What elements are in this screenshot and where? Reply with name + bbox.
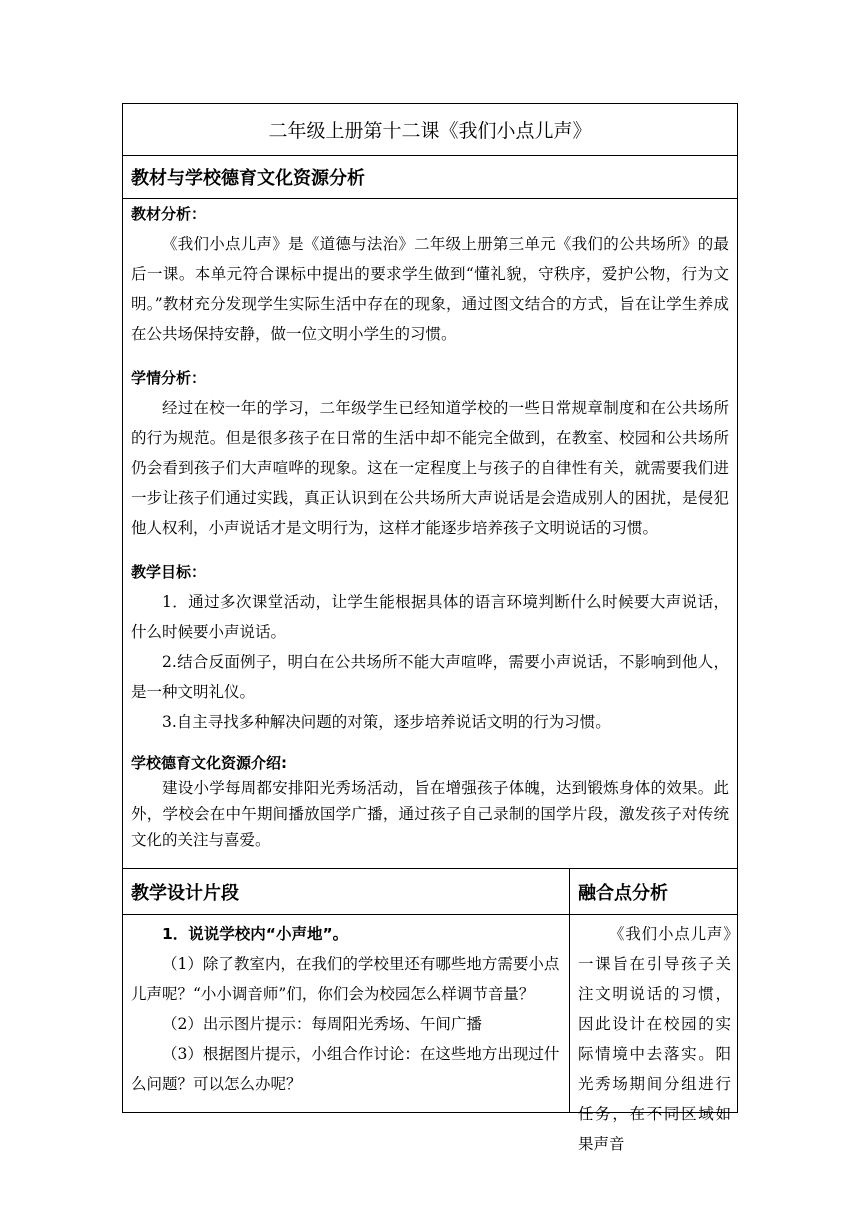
textbook-analysis-heading: 教材分析： <box>131 205 207 223</box>
design-content <box>122 914 570 1113</box>
teaching-goals-heading: 教学目标： <box>131 563 207 581</box>
lesson-title: 二年级上册第十二课《我们小点儿声》 <box>122 103 738 156</box>
analysis-column <box>569 868 738 1153</box>
analysis-body <box>122 198 738 869</box>
textbook-analysis-text: 《我们小点儿声》是《道德与法治》二年级上册第三单元《我们的公共场所》的最后一课。本单元符合课标中提出的要求学生做到“懂礼貌，守秩序，爱护公物，行为文明。”教材充分发现学生实际生活中存在的现象，通过图文结合的方式，旨在让学生养成在公共场保持安静，做一位文明小学生的习惯。 <box>131 235 729 343</box>
design-paragraph: （1）除了教室内，在我们的学校里还有哪些地方需要小点儿声呢？“小小调音师”们，你们会为校园怎么样调节音量？ <box>131 955 560 1003</box>
school-resources-heading: 学校德育文化资源介绍: <box>131 754 287 772</box>
student-analysis-text: 经过在校一年的学习，二年级学生已经知道学校的一些日常规章制度和在公共场所的行为规范。但是很多孩子在日常的生活中却不能完全做到，在教室、校园和公共场所仍会看到孩子们大声喧哗的现象。这在一定程度上与孩子的自律性有关，就需要我们进一步让孩子们通过实践，真正认识到在公共场所大声说话是会造成别人的困扰，是侵犯他人权利，小声说话才是文明行为，这样才能逐步培养孩子文明说话的习惯。 <box>131 399 729 537</box>
design-paragraph: （2）出示图片提示：每周阳光秀场、午间广播 <box>162 1015 482 1033</box>
design-table <box>122 868 738 1153</box>
section-heading: 教材与学校德育文化资源分析 <box>122 155 738 199</box>
design-header: 教学设计片段 <box>122 868 570 915</box>
school-resources-text: 建设小学每周都安排阳光秀场活动，旨在增强孩子体魄，达到锻炼身体的效果。此外，学校会在中午期间播放国学广播，通过孩子自己录制的国学片段，激发孩子对传统文化的关注与喜爱。 <box>131 779 729 849</box>
teaching-goal-item: 2.结合反面例子，明白在公共场所不能大声喧哗，需要小声说话，不影响到他人，是一种文明礼仪。 <box>131 653 729 701</box>
step-title: 1．说说学校内“小声地”。 <box>162 925 349 943</box>
design-paragraph: （3）根据图片提示，小组合作讨论：在这些地方出现过什么问题？可以怎么办呢？ <box>131 1045 560 1093</box>
teaching-goal-item: 1．通过多次课堂活动，让学生能根据具体的语言环境判断什么时候要大声说话，什么时候要小声说话。 <box>131 593 729 641</box>
design-column <box>122 868 570 1113</box>
analysis-header: 融合点分析 <box>569 868 738 915</box>
lesson-document <box>122 103 738 1153</box>
analysis-content: 《我们小点儿声》一课旨在引导孩子关注文明说话的习惯，因此设计在校园的实际情境中去落实。阳光秀场期间分组进行任务，在不同区域如果声音 <box>569 914 738 1113</box>
teaching-goal-item: 3.自主寻找多种解决问题的对策，逐步培养说话文明的行为习惯。 <box>162 713 611 731</box>
student-analysis-heading: 学情分析： <box>131 369 207 387</box>
